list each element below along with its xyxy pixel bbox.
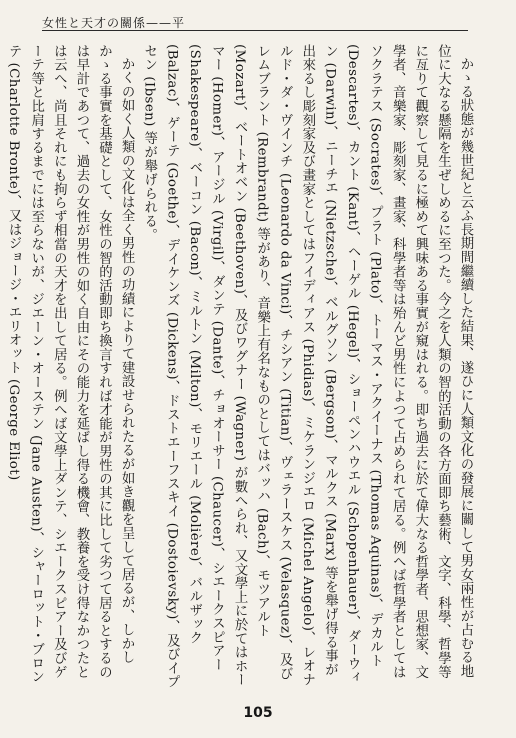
paragraph-2: かくの如く人類の文化は全く男性の功績によりて建設せられたるが如き觀を呈して居るが、しかしかゝる事實を基礎として、女性の智的活動即ち換言すれば才能が男性の其に比して劣つて居るとするのは早計であつて、過去の女性が男性の如く自由にその能力を延ばし得る機會、教養を受け得なかつたとは云へ、尚且それにも拘らず相當の天才を出して居る。例へば文學上ダンテ、シエークスピアー及びゲーテ等と比肩するまでには至らないが、ジエーン・オーステン (Jane Austen)、シャーロット・ブロンテ (Charlotte Bronte)、又はジョージ・エリオット (George Eliot) xyxy=(6,44,135,684)
paragraph-1: かゝる狀態が幾世紀と云ふ長期間繼續した結果、遂ひに人類文化の發展に關して男女兩性が占むる地位に大なる懸隔を生ぜしめるに至つた。今之を人類の智的活動の各方面即ち藝術、文字、科學、哲學等に亙りて觀察して見るに極めて興味ある事實が窺はれる。即ち過去に於て偉大なる哲學者、思想家、文學者、音樂家、彫刻家、畫家、科學者等は殆んど男性によつて占められて居る。例へば哲學者としてはソクラテス (Socrates)、プラト (Plato)、トーマス・アクイーナス (Thomas Aquinas)、デカルト (Descartes)、カント (Kant)、ヘーゲル (Hegel)、ショーペンハウエル (Schopenhauer)、ダーウィン (Darwin)、ニーチエ (Nietzsche)、ベルグソン (Bergson)、マルクス (Marx) 等を舉げ得る事が出來るし彫刻家及び畫家としてはフイディアス (Phidias)、ミケランジエロ (Michel Angelo)、レオナルド・ダ・ヴインチ (Leonardo da Vinci)、チシアン (Titian)、ヴェラースケス (Velasquez)、及びレムブラント (Rembrandt) 等があり、音樂上有名なものとしてはバッハ (Bach)、モツアルト (Mozart)、ベートオベン (Beethoven)、及びワグナー (Wagner) が數へられ、又文學上に於てはホーマー (Homer)、アージル (Virgil)、ダンテ (Dante)、チョオーサー (Chaucer)、シエークスピアー (Shakespeare)、ベーコン (Bacon)、ミルトン (Milton)、モリエール (Molière)、バルザック (Balzac)、ゲーテ (Goethe)、デイケンズ (Dickens)、ドストエーフスキイ (Dostoievsky)、及びイプセン (Ibsen) 等が舉げられる。 xyxy=(141,44,473,689)
running-header: 女性と天才の關係——平 xyxy=(42,16,186,30)
vertical-text-body xyxy=(6,44,476,690)
header-rule xyxy=(42,30,468,31)
page-number: 105 xyxy=(243,705,273,721)
